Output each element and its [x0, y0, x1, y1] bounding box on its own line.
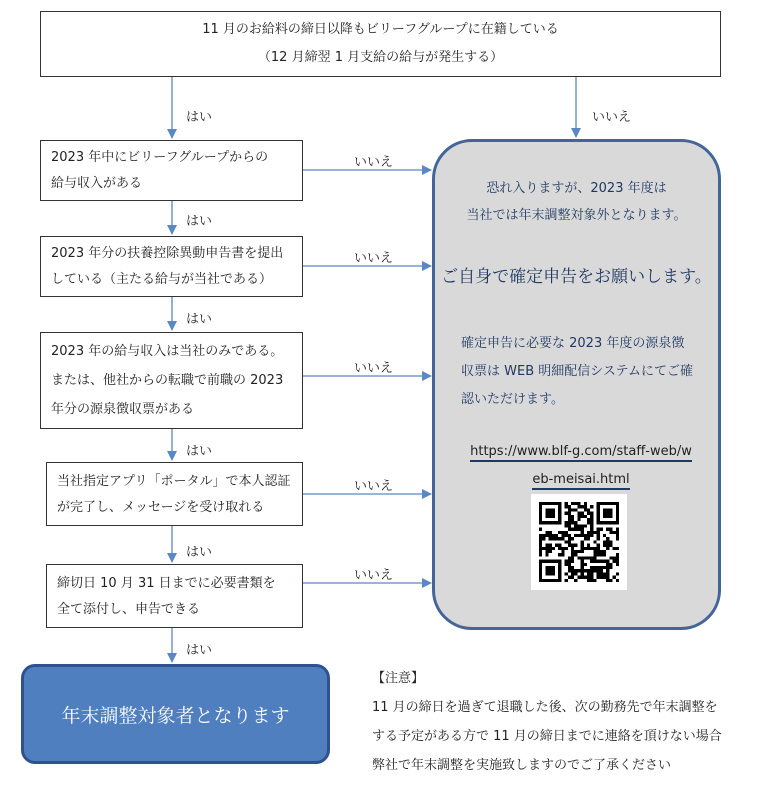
note-title: 【注意】 — [372, 671, 425, 686]
step-box-3 — [40, 332, 303, 429]
caution-note — [372, 664, 742, 780]
label-yes-3: はい — [186, 312, 213, 327]
label-yes-2: はい — [186, 214, 213, 229]
step-box-4 — [46, 462, 303, 526]
not-eligible-panel — [432, 139, 721, 630]
step-box-5 — [46, 564, 303, 628]
label-no-3: いいえ — [354, 361, 394, 376]
step-5-line2: 全て添付し、申告できる — [57, 602, 201, 617]
label-no-top: いいえ — [592, 110, 632, 125]
top-condition-box — [40, 11, 721, 77]
step-3-line2: または、他社からの転職で前職の 2023 — [51, 373, 284, 388]
panel-para-line2: 収票は WEB 明細配信システムにてご確 — [461, 364, 693, 379]
note-line2: する予定がある方で 11 月の締日までに連絡を頂けない場合 — [372, 729, 722, 744]
label-yes-4: はい — [186, 444, 213, 459]
label-yes-5: はい — [186, 545, 213, 560]
step-3-line3: 年分の源泉徴収票がある — [51, 402, 195, 417]
step-4-line2: が完了し、メッセージを受け取れる — [57, 500, 265, 515]
label-no-2: いいえ — [354, 251, 394, 266]
panel-url[interactable] — [461, 438, 701, 494]
step-5-line1: 締切日 10 月 31 日までに必要書類を — [57, 576, 276, 591]
step-box-2 — [40, 236, 303, 297]
step-2-line2: している（主たる給与が当社である） — [51, 272, 273, 287]
label-yes-1: はい — [186, 110, 213, 125]
eligible-result-box — [21, 664, 330, 764]
note-line3: 弊社で年末調整を実施致しますのでご了承ください — [372, 758, 672, 773]
panel-self-filing-text: ご自身で確定申告をお願いします。 — [441, 267, 712, 287]
step-4-line1: 当社指定アプリ「ポータル」で本人認証 — [57, 474, 291, 489]
panel-para-line1: 確定申告に必要な 2023 年度の源泉徴 — [461, 336, 685, 351]
top-condition-line1: 11 月のお給料の締日以降もビリーフグループに在籍している — [202, 22, 559, 37]
note-line1: 11 月の締日を過ぎて退職した後、次の勤務先で年末調整を — [372, 700, 718, 715]
qr-code-icon — [539, 502, 619, 582]
panel-url-line2[interactable]: eb-meisai.html — [532, 472, 629, 490]
qr-code — [531, 494, 627, 590]
panel-line2: 当社では年末調整対象外となります。 — [466, 208, 687, 223]
panel-url-line1[interactable]: https://www.blf-g.com/staff-web/w — [470, 444, 692, 462]
label-yes-6: はい — [186, 643, 213, 658]
eligible-result-text: 年末調整対象者となります — [61, 704, 290, 727]
label-no-1: いいえ — [354, 155, 394, 170]
top-condition-line2: （12 月締翌 1 月支給の給与が発生する） — [257, 50, 504, 65]
step-3-line1: 2023 年の給与収入は当社のみである。 — [51, 344, 284, 359]
step-1-line1: 2023 年中にビリーフグループからの — [51, 150, 269, 165]
label-no-5: いいえ — [354, 568, 394, 583]
step-box-1 — [40, 140, 303, 201]
panel-line1: 恐れ入りますが、2023 年度は — [486, 181, 667, 196]
step-2-line1: 2023 年分の扶養控除異動申告書を提出 — [51, 246, 284, 261]
panel-para-line3: 認いただけます。 — [461, 392, 564, 407]
label-no-4: いいえ — [354, 479, 394, 494]
step-1-line2: 給与収入がある — [51, 176, 143, 191]
panel-paragraph — [461, 330, 700, 414]
